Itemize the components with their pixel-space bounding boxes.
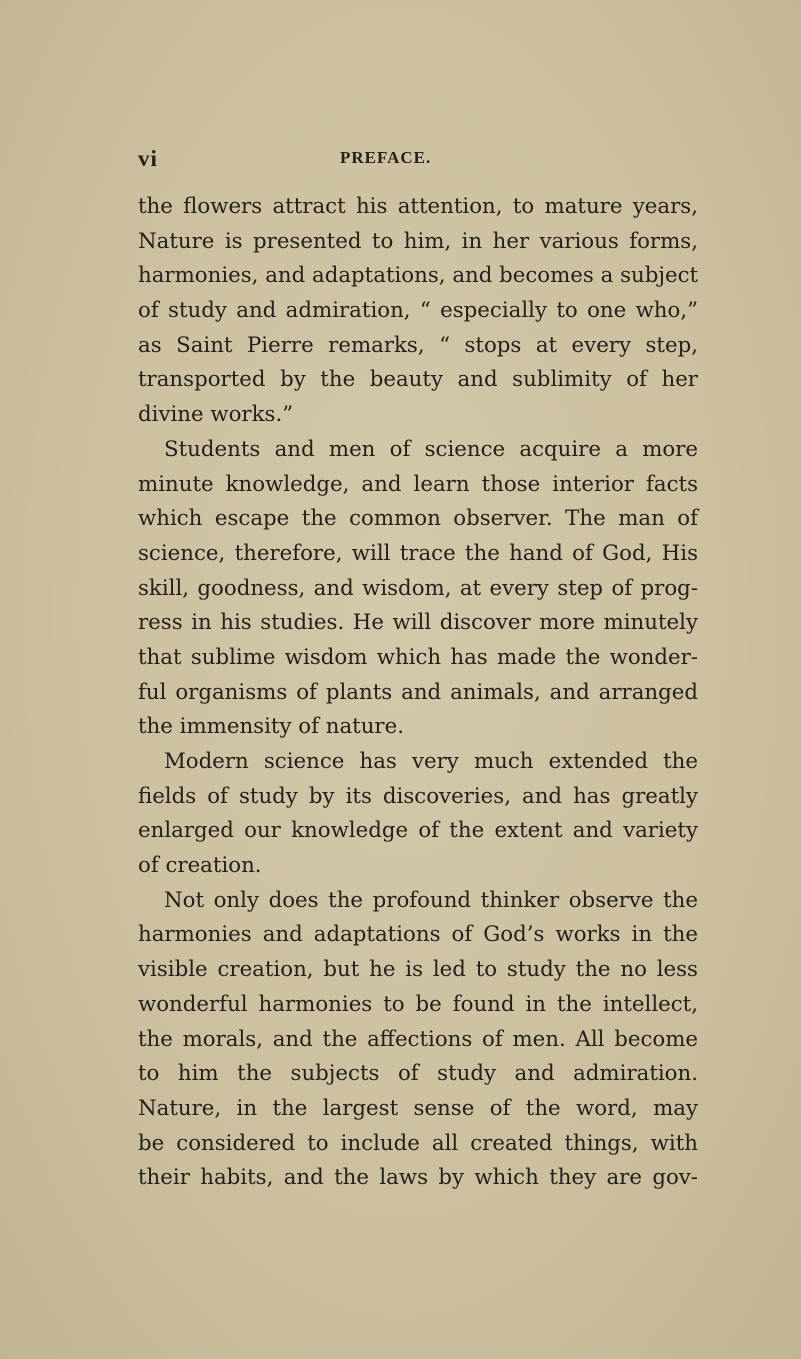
text-line: Not only does the profound thinker observe the xyxy=(164,887,698,913)
text-line: minute knowledge, and learn those interior facts xyxy=(138,471,698,497)
text-line: their habits, and the laws by which they are gov- xyxy=(138,1165,698,1191)
text-line: enlarged our knowledge of the extent and variety xyxy=(138,818,698,844)
text-line: the morals, and the affections of men. All become xyxy=(138,1026,698,1052)
text-line: the flowers attract his attention, to mature years, xyxy=(138,194,698,219)
text-line: which escape the common observer. The man of xyxy=(138,506,698,532)
text-line: Nature, in the largest sense of the word, may xyxy=(138,1095,698,1121)
text-line: that sublime wisdom which has made the wonder- xyxy=(138,644,698,670)
text-line: of creation. xyxy=(138,853,262,879)
text-line: Nature is presented to him, in her various forms, xyxy=(138,228,698,254)
page-number: vi xyxy=(138,146,158,171)
text-line: harmonies, and adaptations, and becomes a subject xyxy=(138,263,699,289)
body-text xyxy=(138,190,698,1196)
text-line: fields of study by its discoveries, and has greatly xyxy=(138,783,698,809)
text-line: be considered to include all created things, with xyxy=(138,1130,698,1156)
text-line: science, therefore, will trace the hand of God, His xyxy=(138,540,698,566)
page-header xyxy=(138,146,678,170)
text-line: to him the subjects of study and admiration. xyxy=(138,1061,698,1087)
text-line: transported by the beauty and sublimity of her xyxy=(138,367,698,393)
text-line: harmonies and adaptations of God’s works in the xyxy=(138,922,698,948)
text-line: as Saint Pierre remarks, “ stops at every step, xyxy=(138,332,698,358)
text-line: skill, goodness, and wisdom, at every step of prog- xyxy=(138,575,698,601)
text-line: the immensity of nature. xyxy=(138,714,404,740)
text-line: Modern science has very much extended the xyxy=(164,749,698,774)
running-title: PREFACE. xyxy=(340,148,432,167)
text-line: visible creation, but he is led to study the no less xyxy=(138,957,698,983)
text-line: wonderful harmonies to be found in the intellect, xyxy=(138,991,698,1017)
text-line: Students and men of science acquire a more xyxy=(164,436,698,462)
text-line: ful organisms of plants and animals, and arranged xyxy=(138,679,698,705)
text-line: divine works.” xyxy=(138,402,294,428)
text-line: ress in his studies. He will discover more minutely xyxy=(138,610,698,636)
text-line: of study and admiration, “ especially to one who,” xyxy=(138,298,698,324)
